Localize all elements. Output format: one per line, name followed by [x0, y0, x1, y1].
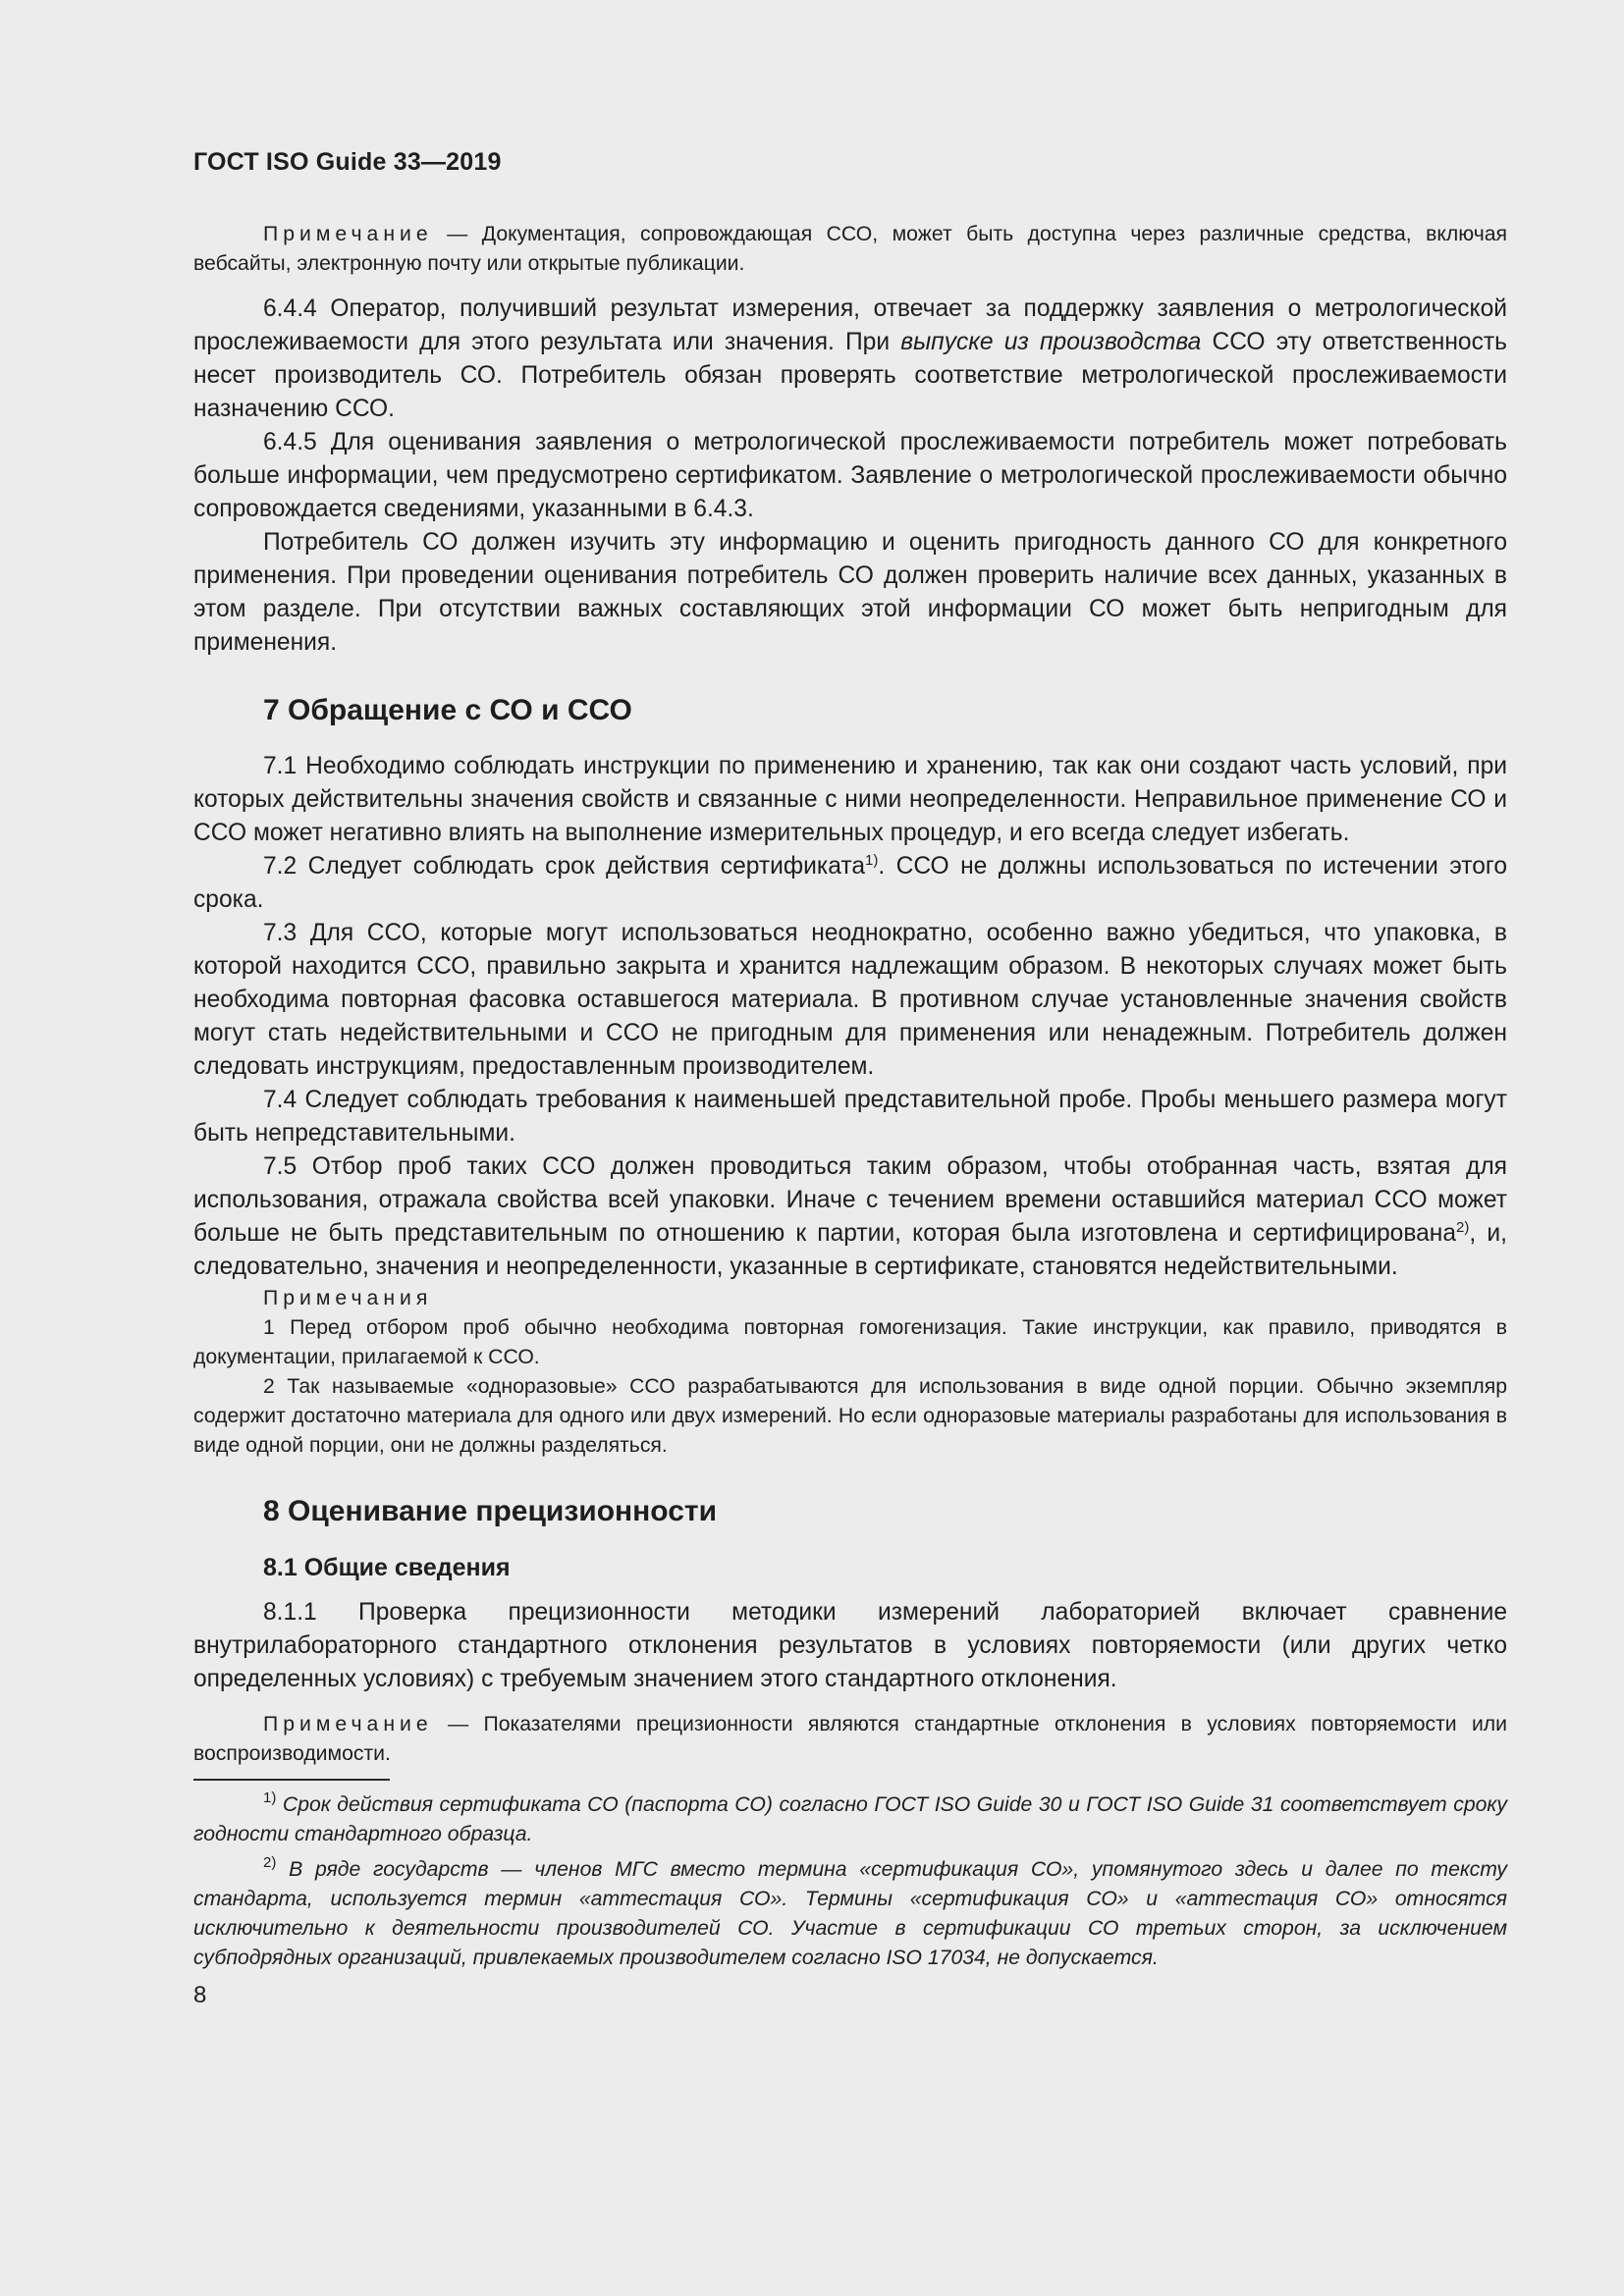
paragraph-7-4: 7.4 Следует соблюдать требования к наименьшей представительной пробе. Пробы меньшего размера могут быть непредставительными. [193, 1087, 1507, 1147]
paragraph-text: , и, следовательно, значения и неопределенности, указанные в сертификате, становятся недействительными. [193, 1220, 1507, 1280]
subsection-8-1-heading: 8.1 Общие сведения [263, 1554, 511, 1581]
footnote-text: Срок действия сертификата СО (паспорта СО) согласно ГОСТ ISO Guide 30 и ГОСТ ISO Guide 31 соответствует сроку годности стандартного образца. [193, 1793, 1507, 1845]
paragraph-6-4-5-cont: Потребитель СО должен изучить эту информацию и оценить пригодность данного СО для конкретного применения. При проведении оценивания потребитель СО должен проверить наличие всех данных, указанных в этом разделе. При отсутствии важных составляющих этой информации СО может быть непригодным для применения. [193, 529, 1507, 656]
paragraph-text: 7.2 Следует соблюдать срок действия сертификата [263, 853, 865, 880]
page-content [193, 145, 1507, 2012]
note-text: — Документация, сопровождающая ССО, может быть доступна через различные средства, включая вебсайты, электронную почту или открытые публикации. [193, 223, 1507, 275]
footnote-ref: 2) [1456, 1219, 1470, 1236]
note-label: Примечание [263, 1713, 433, 1735]
notes-label [193, 1284, 1507, 1313]
note-text: — Показателями прецизионности являются стандартные отклонения в условиях повторяемости или воспроизводимости. [193, 1713, 1507, 1765]
footnote-1 [193, 1790, 1507, 1849]
paragraph-7-3: 7.3 Для ССО, которые могут использоваться неоднократно, особенно важно убедиться, что упаковка, в которой находится ССО, правильно закрыта и хранится надлежащим образом. В некоторых случаях может быть необходима повторная фасовка оставшегося материала. В противном случае установленные значения свойств могут стать недействительными и ССО не пригодным для применения или ненадежным. Потребитель должен следовать инструкциям, предоставленным производителем. [193, 920, 1507, 1080]
paragraph-text: 7.5 Отбор проб таких ССО должен проводиться таким образом, чтобы отобранная часть, взятая для использования, отражала свойства всей упаковки. Иначе с течением времени оставшийся материал ССО может больше не быть представительным по отношению к партии, которая была изготовлена и сертифицирована [193, 1153, 1507, 1247]
notes-label-text: Примечания [263, 1287, 433, 1309]
note-2: 2 Так называемые «одноразовые» ССО разрабатываются для использования в виде одной порции. Обычно экземпляр содержит достаточно материала для одного или двух измерений. Но если одноразовые материалы разработаны для использования в виде одной порции, они не должны разделяться. [193, 1375, 1507, 1457]
paragraph-7-5 [193, 1150, 1507, 1284]
paragraph-6-4-5: 6.4.5 Для оценивания заявления о метрологической прослеживаемости потребитель может потребовать больше информации, чем предусмотрено сертификатом. Заявление о метрологической прослеживаемости обычно сопровождается сведениями, указанными в 6.4.3. [193, 429, 1507, 522]
note-label: Примечание [263, 223, 433, 245]
note-8 [193, 1710, 1507, 1769]
paragraph-7-1: 7.1 Необходимо соблюдать инструкции по применению и хранению, так как они создают часть условий, при которых действительны значения свойств и связанные с ними неопределенности. Неправильное применение СО и ССО может негативно влиять на выполнение измерительных процедур, и его всегда следует избегать. [193, 753, 1507, 846]
footnote-text: В ряде государств — членов МГС вместо термина «сертификация СО», упомянутого здесь и далее по тексту стандарта, используется термин «аттестация СО». Термины «сертификация СО» и «аттестация СО» относятся исключительно к деятельности производителей СО. Участие в сертификации СО третьих сторон, за исключением субподрядных организаций, привлекаемых производителем согласно ISO 17034, не допускается. [193, 1858, 1507, 1969]
paragraph-7-2 [193, 850, 1507, 917]
paragraph-text: ССО эту ответственность несет производитель СО. Потребитель обязан проверять соответствие метрологической прослеживаемости назначению ССО. [193, 329, 1507, 422]
italic-term: выпуске из производства [900, 329, 1202, 355]
section-8-heading: 8 Оценивание прецизионности [263, 1495, 718, 1527]
page-number: 8 [193, 1982, 207, 2008]
note-top [193, 220, 1507, 279]
paragraph-text: . ССО не должны использоваться по истечении этого срока. [193, 853, 1507, 913]
document-header: ГОСТ ISO Guide 33—2019 [193, 148, 502, 176]
note-1: 1 Перед отбором проб обычно необходима повторная гомогенизация. Такие инструкции, как правило, приводятся в документации, прилагаемой к ССО. [193, 1316, 1507, 1368]
footnote-ref: 1) [865, 852, 879, 869]
footnote-divider [193, 1779, 390, 1781]
footnote-mark: 2) [263, 1854, 277, 1871]
section-7-heading: 7 Обращение с СО и ССО [263, 694, 632, 726]
footnote-mark: 1) [263, 1789, 277, 1806]
footnote-2 [193, 1855, 1507, 1973]
paragraph-6-4-4 [193, 293, 1507, 426]
paragraph-text: 6.4.4 Оператор, получивший результат измерения, отвечает за поддержку заявления о метрологической прослеживаемости для этого результата или значения. При [193, 295, 1507, 355]
paragraph-8-1-1: 8.1.1 Проверка прецизионности методики измерений лабораторией включает сравнение внутрилабораторного стандартного отклонения результатов в условиях повторяемости (или других четко определенных условиях) с требуемым значением этого стандартного отклонения. [193, 1599, 1507, 1692]
